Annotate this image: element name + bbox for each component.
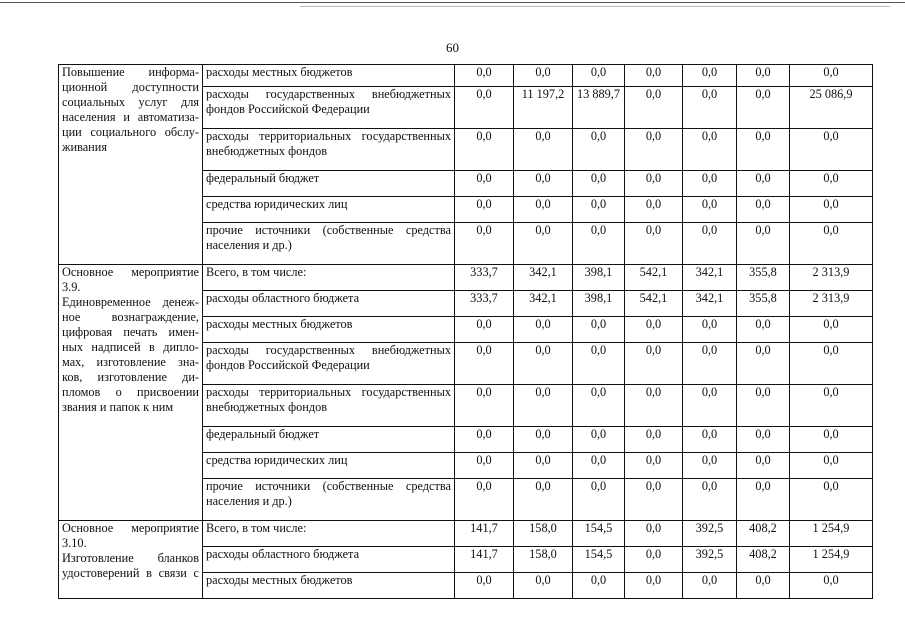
funding-source-cell: расходы местных бюджетов (203, 317, 455, 343)
year-value-cell: 0,0 (737, 317, 790, 343)
activity-name-cell (59, 265, 203, 521)
activity-name-line: ционной доступности (62, 80, 199, 94)
year-value-cell: 355,8 (737, 291, 790, 317)
activity-name-line: Единовременное денеж- (62, 295, 199, 309)
year-value-cell: 0,0 (737, 65, 790, 87)
year-value-cell: 0,0 (737, 171, 790, 197)
year-value-cell: 0,0 (737, 129, 790, 171)
year-value-cell: 13 889,7 (573, 87, 625, 129)
funding-source-cell: федеральный бюджет (203, 427, 455, 453)
funding-source-cell: расходы областного бюджета (203, 291, 455, 317)
year-value-cell: 0,0 (683, 223, 737, 265)
total-value-cell: 0,0 (790, 317, 873, 343)
funding-source-cell: прочие источники (собственные средства населения и др.) (203, 223, 455, 265)
year-value-cell: 398,1 (573, 291, 625, 317)
year-value-cell: 0,0 (625, 65, 683, 87)
year-value-cell: 0,0 (455, 573, 514, 599)
total-value-cell: 0,0 (790, 223, 873, 265)
total-value-cell: 0,0 (790, 65, 873, 87)
year-value-cell: 0,0 (455, 479, 514, 521)
year-value-cell: 0,0 (573, 343, 625, 385)
year-value-cell: 0,0 (737, 427, 790, 453)
year-value-cell: 0,0 (683, 65, 737, 87)
year-value-cell: 0,0 (683, 343, 737, 385)
year-value-cell: 0,0 (625, 453, 683, 479)
year-value-cell: 141,7 (455, 521, 514, 547)
activity-name-line: ков, изготовление ди- (62, 370, 199, 384)
total-value-cell: 2 313,9 (790, 291, 873, 317)
year-value-cell: 542,1 (625, 265, 683, 291)
year-value-cell: 0,0 (573, 317, 625, 343)
activity-name-line: Повышение информа- (62, 65, 199, 79)
year-value-cell: 0,0 (737, 223, 790, 265)
year-value-cell: 0,0 (737, 453, 790, 479)
table-row (59, 65, 873, 87)
year-value-cell: 0,0 (573, 223, 625, 265)
year-value-cell: 0,0 (683, 453, 737, 479)
year-value-cell: 0,0 (573, 427, 625, 453)
year-value-cell: 0,0 (514, 453, 573, 479)
year-value-cell: 0,0 (737, 573, 790, 599)
year-value-cell: 408,2 (737, 521, 790, 547)
year-value-cell: 0,0 (737, 343, 790, 385)
year-value-cell: 0,0 (455, 87, 514, 129)
year-value-cell: 0,0 (455, 223, 514, 265)
total-value-cell: 1 254,9 (790, 547, 873, 573)
year-value-cell: 333,7 (455, 291, 514, 317)
funding-source-cell: средства юридических лиц (203, 453, 455, 479)
year-value-cell: 0,0 (625, 547, 683, 573)
year-value-cell: 0,0 (625, 197, 683, 223)
year-value-cell: 0,0 (683, 573, 737, 599)
year-value-cell: 0,0 (455, 453, 514, 479)
funding-source-cell: федеральный бюджет (203, 171, 455, 197)
year-value-cell: 0,0 (455, 197, 514, 223)
year-value-cell: 0,0 (573, 453, 625, 479)
year-value-cell: 0,0 (573, 65, 625, 87)
total-value-cell: 1 254,9 (790, 521, 873, 547)
activity-name-line: 3.10. (62, 536, 87, 550)
activity-name-line: мах, изготовление зна- (62, 355, 199, 369)
funding-source-cell: расходы территориальных государственных внебюджетных фондов (203, 129, 455, 171)
year-value-cell: 0,0 (737, 87, 790, 129)
year-value-cell: 0,0 (625, 427, 683, 453)
year-value-cell: 0,0 (455, 343, 514, 385)
budget-table-body (59, 65, 873, 599)
year-value-cell: 0,0 (625, 87, 683, 129)
year-value-cell: 0,0 (514, 129, 573, 171)
funding-source-cell: прочие источники (собственные средства населения и др.) (203, 479, 455, 521)
year-value-cell: 392,5 (683, 521, 737, 547)
year-value-cell: 0,0 (514, 65, 573, 87)
total-value-cell: 0,0 (790, 129, 873, 171)
activity-name-line: ных надписей в дипло- (62, 340, 199, 354)
year-value-cell: 0,0 (625, 385, 683, 427)
year-value-cell: 0,0 (683, 317, 737, 343)
activity-name-line: 3.9. (62, 280, 81, 294)
year-value-cell: 342,1 (683, 265, 737, 291)
year-value-cell: 0,0 (514, 223, 573, 265)
year-value-cell: 542,1 (625, 291, 683, 317)
year-value-cell: 0,0 (625, 521, 683, 547)
year-value-cell: 158,0 (514, 547, 573, 573)
year-value-cell: 158,0 (514, 521, 573, 547)
year-value-cell: 141,7 (455, 547, 514, 573)
year-value-cell: 0,0 (683, 87, 737, 129)
funding-source-cell: расходы областного бюджета (203, 547, 455, 573)
year-value-cell: 0,0 (455, 65, 514, 87)
activity-name-line: социальных услуг для (62, 95, 199, 109)
year-value-cell: 0,0 (514, 573, 573, 599)
year-value-cell: 0,0 (737, 479, 790, 521)
activity-name-line: пломов о присвоении (62, 385, 199, 399)
year-value-cell: 0,0 (573, 573, 625, 599)
year-value-cell: 0,0 (625, 223, 683, 265)
total-value-cell: 2 313,9 (790, 265, 873, 291)
year-value-cell: 0,0 (683, 197, 737, 223)
year-value-cell: 0,0 (683, 171, 737, 197)
activity-name-line: Основное мероприятие (62, 521, 199, 535)
year-value-cell: 333,7 (455, 265, 514, 291)
activity-name-line: Изготовление бланков (62, 551, 199, 565)
table-row (59, 265, 873, 291)
year-value-cell: 0,0 (455, 385, 514, 427)
year-value-cell: 0,0 (455, 427, 514, 453)
scan-top-line (0, 2, 905, 3)
year-value-cell: 398,1 (573, 265, 625, 291)
total-value-cell: 25 086,9 (790, 87, 873, 129)
activity-name-line: Основное мероприятие (62, 265, 199, 279)
year-value-cell: 0,0 (737, 197, 790, 223)
year-value-cell: 0,0 (514, 343, 573, 385)
activity-name-cell (59, 65, 203, 265)
funding-source-cell: расходы территориальных государственных внебюджетных фондов (203, 385, 455, 427)
year-value-cell: 342,1 (514, 291, 573, 317)
year-value-cell: 0,0 (573, 385, 625, 427)
year-value-cell: 0,0 (573, 129, 625, 171)
year-value-cell: 0,0 (625, 343, 683, 385)
year-value-cell: 11 197,2 (514, 87, 573, 129)
year-value-cell: 0,0 (625, 573, 683, 599)
year-value-cell: 0,0 (514, 317, 573, 343)
table-row (59, 521, 873, 547)
year-value-cell: 0,0 (625, 479, 683, 521)
year-value-cell: 0,0 (683, 385, 737, 427)
year-value-cell: 0,0 (625, 317, 683, 343)
year-value-cell: 0,0 (514, 197, 573, 223)
year-value-cell: 0,0 (683, 427, 737, 453)
total-value-cell: 0,0 (790, 453, 873, 479)
total-value-cell: 0,0 (790, 197, 873, 223)
year-value-cell: 0,0 (514, 427, 573, 453)
year-value-cell: 408,2 (737, 547, 790, 573)
total-value-cell: 0,0 (790, 427, 873, 453)
year-value-cell: 355,8 (737, 265, 790, 291)
activity-name-cell (59, 521, 203, 599)
year-value-cell: 0,0 (455, 171, 514, 197)
year-value-cell: 0,0 (737, 385, 790, 427)
year-value-cell: 0,0 (625, 129, 683, 171)
total-value-cell: 0,0 (790, 573, 873, 599)
funding-source-cell: расходы местных бюджетов (203, 573, 455, 599)
year-value-cell: 0,0 (455, 317, 514, 343)
year-value-cell: 0,0 (683, 479, 737, 521)
activity-name-line: живания (62, 140, 107, 154)
funding-source-cell: расходы государственных внебюджетных фондов Российской Федерации (203, 87, 455, 129)
activity-name-line: ное вознаграждение, (62, 310, 199, 324)
page-number: 60 (446, 40, 459, 55)
funding-source-cell: Всего, в том числе: (203, 265, 455, 291)
activity-name-line: ции социального обслу- (62, 125, 199, 139)
year-value-cell: 0,0 (514, 171, 573, 197)
year-value-cell: 342,1 (683, 291, 737, 317)
year-value-cell: 0,0 (573, 171, 625, 197)
budget-table (58, 64, 873, 599)
year-value-cell: 392,5 (683, 547, 737, 573)
year-value-cell: 154,5 (573, 547, 625, 573)
scan-top-line-secondary (300, 6, 890, 7)
total-value-cell: 0,0 (790, 385, 873, 427)
activity-name-line: населения и автоматиза- (62, 110, 199, 124)
activity-name-line: цифровая печать имен- (62, 325, 199, 339)
funding-source-cell: средства юридических лиц (203, 197, 455, 223)
year-value-cell: 0,0 (514, 385, 573, 427)
funding-source-cell: расходы государственных внебюджетных фондов Российской Федерации (203, 343, 455, 385)
activity-name-line: удостоверений в связи с (62, 566, 199, 580)
year-value-cell: 0,0 (625, 171, 683, 197)
total-value-cell: 0,0 (790, 171, 873, 197)
activity-name-line: звания и папок к ним (62, 400, 174, 414)
funding-source-cell: расходы местных бюджетов (203, 65, 455, 87)
year-value-cell: 0,0 (514, 479, 573, 521)
year-value-cell: 342,1 (514, 265, 573, 291)
year-value-cell: 0,0 (573, 197, 625, 223)
year-value-cell: 0,0 (455, 129, 514, 171)
funding-source-cell: Всего, в том числе: (203, 521, 455, 547)
year-value-cell: 0,0 (573, 479, 625, 521)
total-value-cell: 0,0 (790, 343, 873, 385)
year-value-cell: 0,0 (683, 129, 737, 171)
total-value-cell: 0,0 (790, 479, 873, 521)
year-value-cell: 154,5 (573, 521, 625, 547)
